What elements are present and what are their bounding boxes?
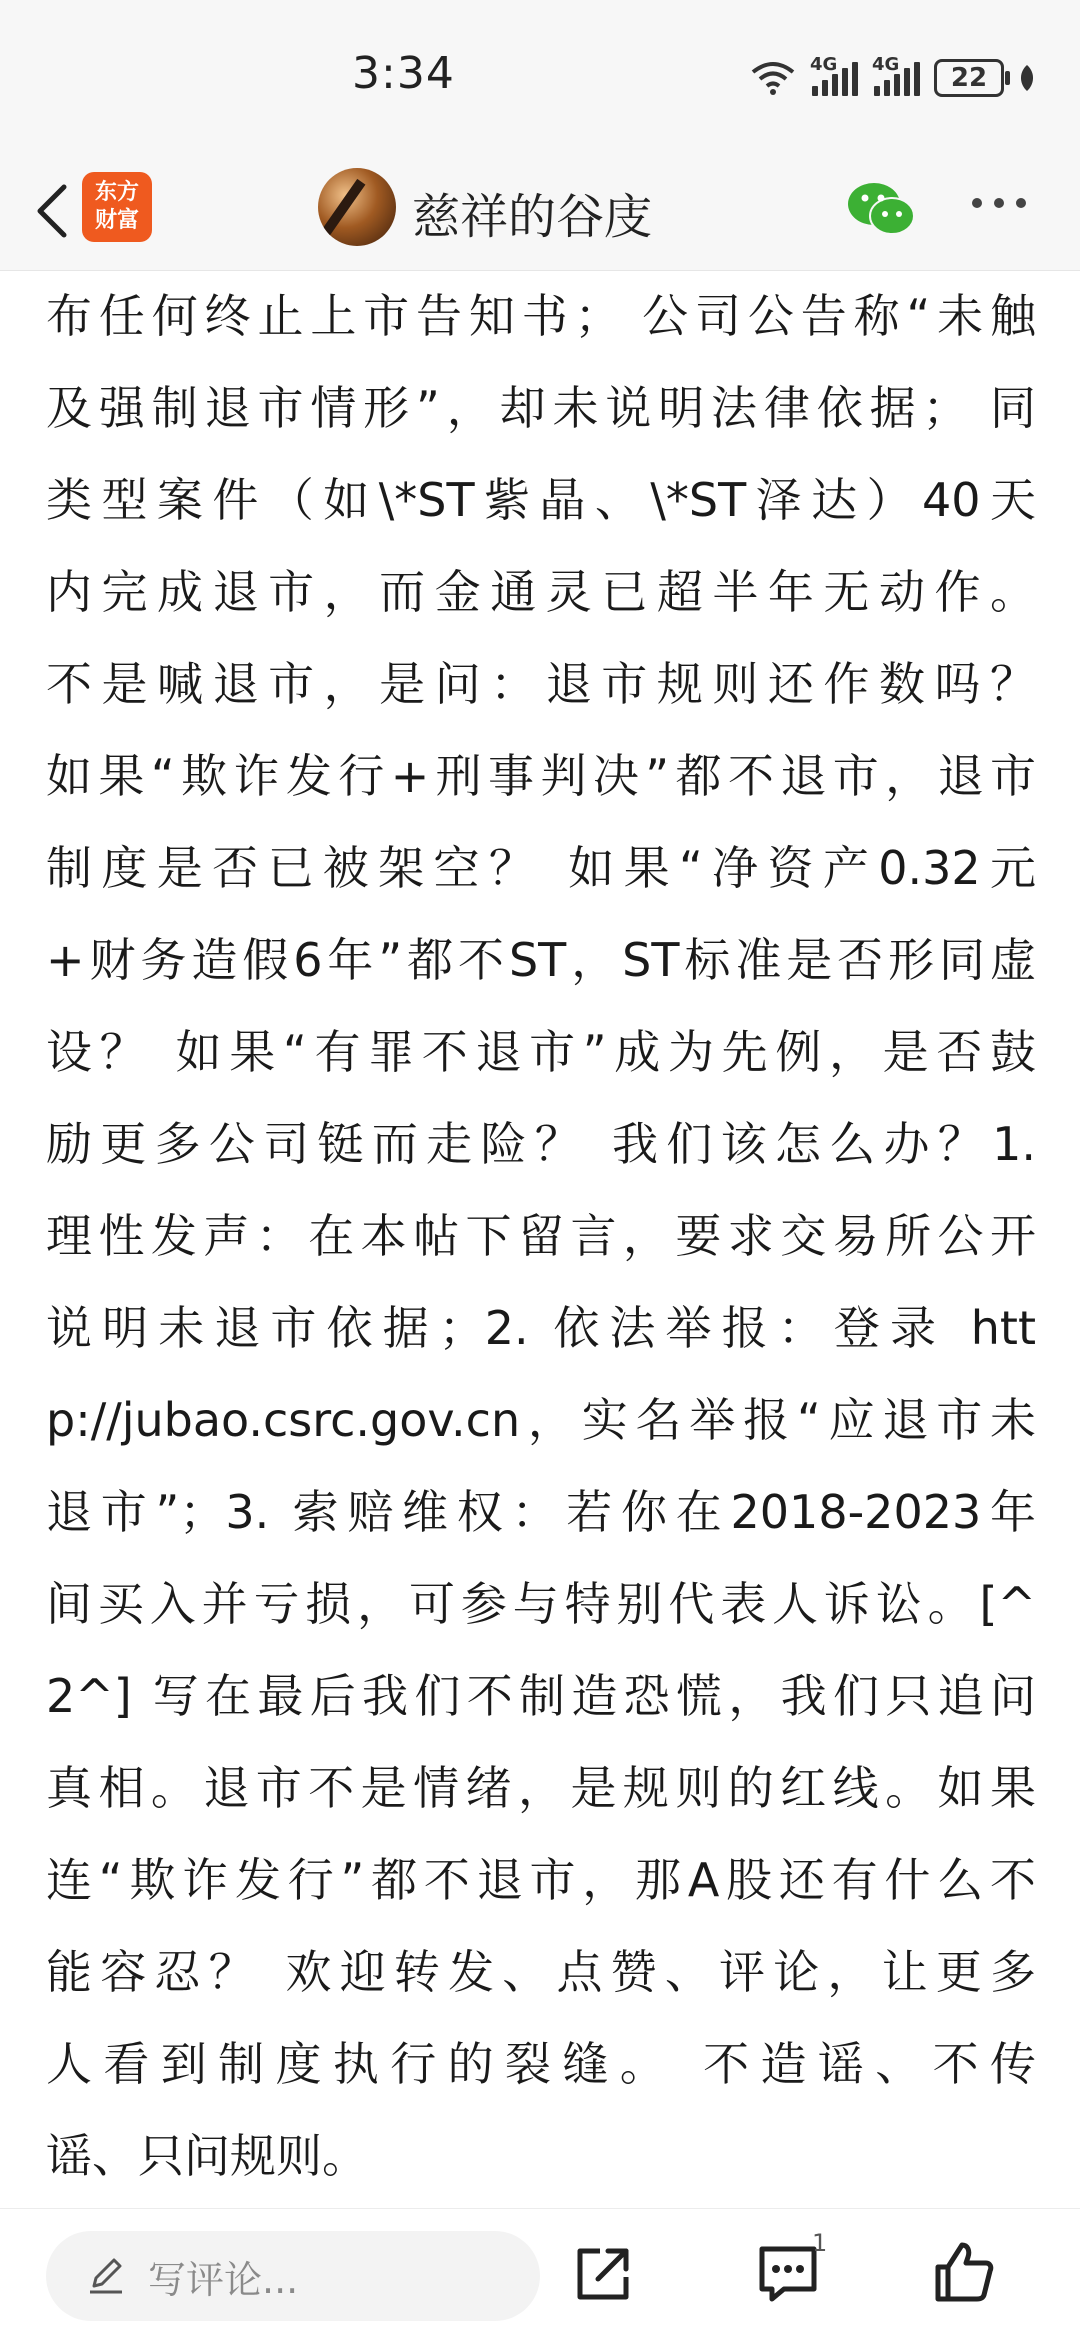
network-type-1: 4G: [810, 54, 838, 75]
wifi-icon: [750, 60, 796, 96]
article-line: 理性发声：在本帖下留言，要求交易所公开: [46, 1209, 1036, 1263]
battery-level: 22: [950, 63, 988, 93]
avatar[interactable]: [318, 168, 396, 246]
comment-input[interactable]: [46, 2231, 540, 2321]
status-icons: [750, 56, 1036, 100]
status-bar: [0, 0, 1080, 150]
header: [0, 150, 1080, 271]
more-icon[interactable]: [972, 198, 1026, 208]
article-line: 能容忍？ 欢迎转发、点赞、评论，让更多: [46, 1945, 1036, 1999]
thumbs-up-icon[interactable]: [932, 2239, 996, 2305]
article-line: 间买入并亏损，可参与特别代表人诉讼。[^: [46, 1577, 1036, 1631]
article-line: 2^] 写在最后我们不制造恐慌，我们只追问: [46, 1669, 1036, 1723]
comment-placeholder: 写评论...: [148, 2257, 299, 2302]
article-line: 布任何终止上市告知书； 公司公告称“未触: [46, 289, 1036, 343]
page-title[interactable]: 慈祥的谷庋: [412, 189, 653, 245]
app-logo-line2: 财富: [94, 208, 139, 233]
article-line: p://jubao.csrc.gov.cn，实名举报“应退市未: [46, 1393, 1036, 1447]
comment-count: 1: [812, 2229, 828, 2257]
article-line: 退市”；3. 索赔维权：若你在2018-2023年: [46, 1485, 1036, 1539]
back-arrow-icon: [34, 183, 70, 239]
bottom-action-bar: [0, 2208, 1080, 2341]
article-line: 人看到制度执行的裂缝。 不造谣、不传: [46, 2037, 1036, 2091]
article-line: 及强制退市情形”，却未说明法律依据； 同: [46, 381, 1036, 435]
article-content: [46, 270, 1036, 2208]
wechat-icon[interactable]: [846, 180, 918, 240]
article-line: 如果“欺诈发行+刑事判决”都不退市，退市: [46, 749, 1036, 803]
signal-icon-1: [810, 54, 858, 96]
article-line: 设？ 如果“有罪不退市”成为先例，是否鼓: [46, 1025, 1036, 1079]
network-type-2: 4G: [872, 54, 900, 75]
back-button[interactable]: [22, 176, 82, 246]
article-line: 类型案件（如\*ST紫晶、\*ST泽达）40天: [46, 473, 1036, 527]
app-logo[interactable]: [82, 172, 152, 242]
article-line: 谣、只问规则。: [46, 2129, 368, 2183]
article-line: 励更多公司铤而走险？ 我们该怎么办？1.: [46, 1117, 1036, 1171]
article-line: 说明未退市依据；2. 依法举报：登录 htt: [46, 1301, 1036, 1355]
pencil-icon: [86, 2256, 126, 2296]
app-logo-line1: 东方: [94, 180, 139, 205]
article-line: 真相。退市不是情绪，是规则的红线。如果: [46, 1761, 1036, 1815]
article-line: 连“欺诈发行”都不退市，那A股还有什么不: [46, 1853, 1036, 1907]
leaf-icon: [1018, 63, 1036, 93]
article-line: 不是喊退市，是问：退市规则还作数吗？: [46, 657, 1036, 711]
battery-icon: [934, 59, 1004, 97]
signal-icon-2: [872, 54, 920, 96]
comment-icon[interactable]: [756, 2243, 820, 2305]
status-time: 3:34: [352, 48, 455, 99]
article-line: 制度是否已被架空？ 如果“净资产0.32元: [46, 841, 1036, 895]
article-line: 内完成退市，而金通灵已超半年无动作。: [46, 565, 1036, 619]
share-icon[interactable]: [572, 2243, 634, 2305]
article-line: +财务造假6年”都不ST，ST标准是否形同虚: [46, 933, 1036, 987]
